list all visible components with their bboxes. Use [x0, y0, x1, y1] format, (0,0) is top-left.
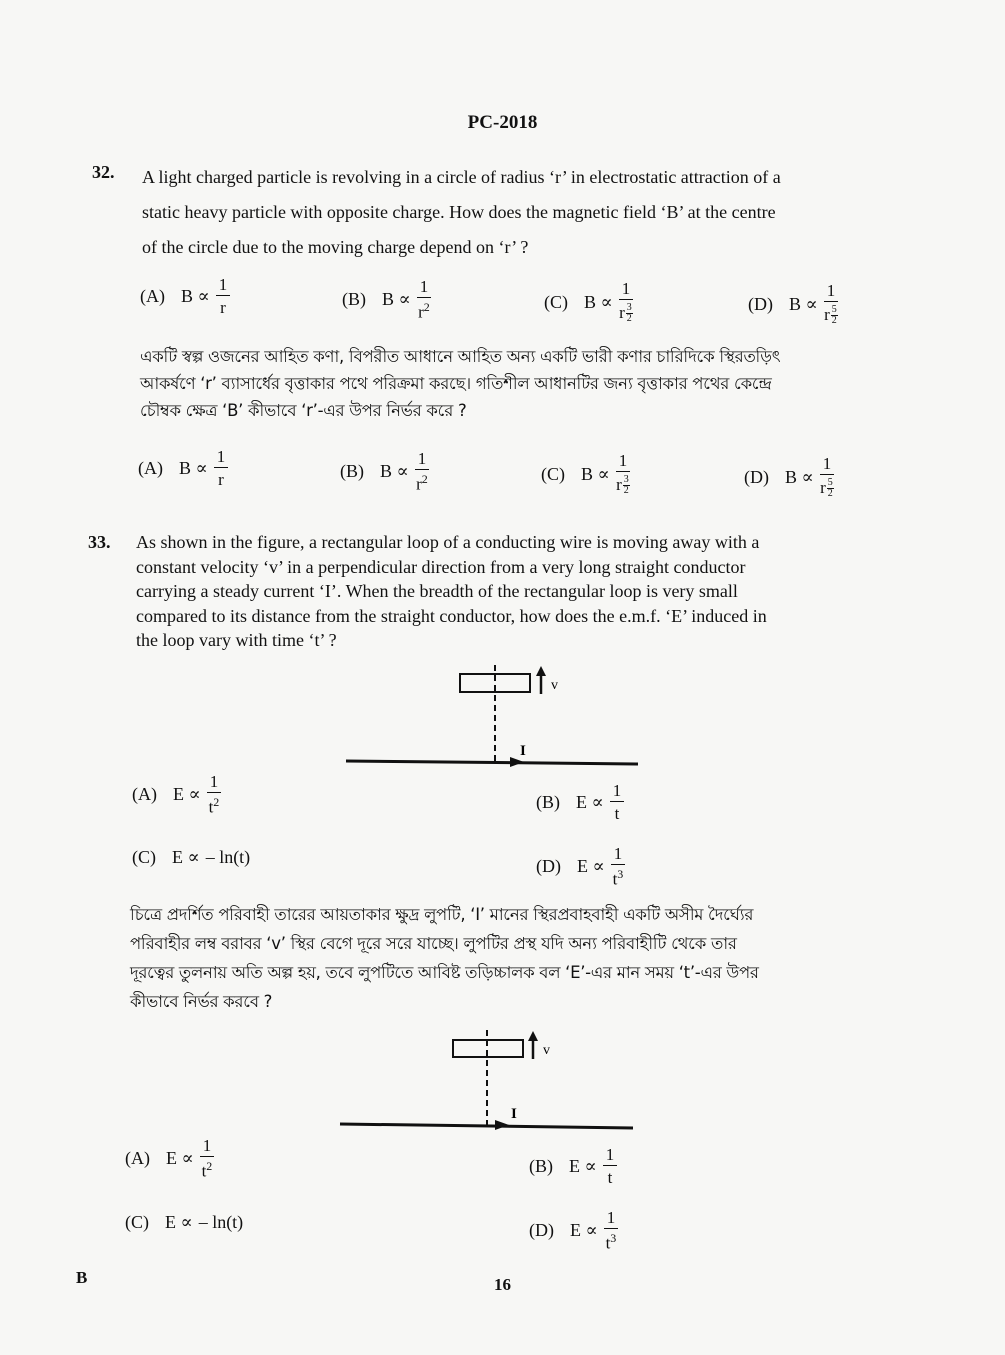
fraction: $\frac{1}{t^2}$	[201, 1136, 213, 1181]
fraction: $\frac{1}{t}$	[610, 782, 625, 822]
question-text-line: চিত্রে প্রদর্শিত পরিবাহী তারের আয়তাকার ক্ষুদ্র লুপটি, ‘I’ মানের স্থিরপ্রবাহবাহী একটি অসীম দৈর্ঘ্যের	[130, 905, 754, 924]
page-number: 16	[494, 1275, 511, 1294]
question-text-line: of the circle due to the moving charge depend on ‘r’ ?	[142, 237, 529, 257]
fraction: $\frac{1}{r^2}$	[418, 277, 430, 322]
fraction: 1 r $\frac{3}{2}$	[616, 451, 629, 496]
q33-en-option-c[interactable]: (C) E ∝ – ln(t)	[132, 847, 251, 867]
fraction: 1 r $\frac{5}{2}$	[824, 281, 837, 326]
question-text-line: পরিবাহীর লম্ব বরাবর ‘v’ স্থির বেগে দূরে সরে যাচ্ছে। লুপটির প্রস্থ যদি অন্য পরিবাহীটি থেকে তার	[130, 934, 737, 953]
loop-wire-figure-bengali	[335, 1025, 645, 1140]
question-text-line: চৌম্বক ক্ষেত্র ‘B’ কীভাবে ‘r’-এর উপর নির্ভর করে ?	[140, 401, 467, 420]
q33-bn-option-d[interactable]: (D) E ∝ $\frac{1}{t^3}$	[529, 1208, 617, 1253]
question-text-line: একটি স্বল্প ওজনের আহিত কণা, বিপরীত আধানে আহিত অন্য একটি ভারী কণার চারিদিকে স্থিরতড়িৎ	[140, 347, 781, 366]
q33-en-option-d[interactable]: (D) E ∝ $\frac{1}{t^3}$	[536, 844, 624, 889]
q32-en-option-d[interactable]: (D) B ∝ 1 r $\frac{5}{2}$	[748, 281, 837, 326]
question-text-line: constant velocity ‘v’ in a perpendicular direction from a very long straight conductor	[136, 556, 746, 577]
fraction: $\frac{1}{t^2}$	[208, 772, 220, 817]
question-text-line: As shown in the figure, a rectangular loop of a conducting wire is moving away with a	[136, 532, 760, 552]
question-33-english	[136, 530, 906, 653]
straight-conductor	[340, 1124, 633, 1128]
q32-bn-option-a[interactable]: (A) B ∝ $\frac{1}{r}$	[138, 448, 228, 488]
current-arrow-icon	[495, 1120, 509, 1130]
loop-wire-figure	[340, 660, 650, 775]
fraction: $\frac{1}{r}$	[216, 276, 231, 316]
q32-bn-option-d[interactable]: (D) B ∝ 1 r $\frac{5}{2}$	[744, 454, 833, 499]
question-text-line: compared to its distance from the straight conductor, how does the e.m.f. ‘E’ induced in	[136, 605, 767, 626]
svg-text:v: v	[551, 678, 558, 693]
q32-en-option-b[interactable]: (B) B ∝ $\frac{1}{r^2}$	[342, 277, 430, 322]
q33-bn-option-c[interactable]: (C) E ∝ – ln(t)	[125, 1212, 244, 1232]
question-32-bengali	[140, 343, 910, 424]
question-text-line: কীভাবে নির্ভর করবে ?	[130, 992, 273, 1011]
fraction: 1 r $\frac{5}{2}$	[820, 454, 833, 499]
q33-en-option-b[interactable]: (B) E ∝ $\frac{1}{t}$	[536, 782, 624, 822]
svg-text:I: I	[511, 1106, 517, 1122]
question-32-english	[142, 160, 912, 265]
question-text-line: দূরত্বের তুলনায় অতি অল্প হয়, তবে লুপটিতে আবিষ্ট তড়িচ্চালক বল ‘E’-এর মান সময় ‘t’-এর উপর	[130, 963, 759, 982]
paper-code: PC-2018	[467, 112, 538, 133]
straight-conductor	[346, 761, 638, 764]
q33-bn-option-b[interactable]: (B) E ∝ $\frac{1}{t}$	[529, 1146, 617, 1186]
fraction: $\frac{1}{t}$	[603, 1146, 618, 1186]
question-text-line: A light charged particle is revolving in a circle of radius ‘r’ in electrostatic attraction of a	[142, 167, 781, 187]
fraction: $\frac{1}{r^2}$	[416, 449, 428, 494]
q32-en-option-c[interactable]: (C) B ∝ 1 r $\frac{3}{2}$	[544, 279, 632, 324]
fraction: 1 r $\frac{3}{2}$	[619, 279, 632, 324]
q32-en-option-a[interactable]: (A) B ∝ $\frac{1}{r}$	[140, 276, 230, 316]
q32-bn-option-b[interactable]: (B) B ∝ $\frac{1}{r^2}$	[340, 449, 428, 494]
fraction: $\frac{1}{r}$	[214, 448, 229, 488]
q33-bn-option-a[interactable]: (A) E ∝ $\frac{1}{t^2}$	[125, 1136, 213, 1181]
question-text-line: the loop vary with time ‘t’ ?	[136, 630, 337, 650]
fraction: $\frac{1}{t^3}$	[612, 844, 624, 889]
question-33-bengali	[130, 900, 905, 1016]
q32-bn-option-c[interactable]: (C) B ∝ 1 r $\frac{3}{2}$	[541, 451, 629, 496]
question-number-32: 32.	[92, 162, 115, 182]
question-text-line: carrying a steady current ‘I’. When the breadth of the rectangular loop is very small	[136, 581, 738, 601]
q33-en-option-a[interactable]: (A) E ∝ $\frac{1}{t^2}$	[132, 772, 220, 817]
question-text-line: static heavy particle with opposite charge. How does the magnetic field ‘B’ at the centre	[142, 202, 776, 222]
fraction: $\frac{1}{t^3}$	[605, 1208, 617, 1253]
booklet-set: B	[76, 1268, 88, 1287]
svg-text:I: I	[520, 743, 526, 759]
svg-text:v: v	[543, 1043, 550, 1058]
question-text-line: আকর্ষণে ‘r’ ব্যাসার্ধের বৃত্তাকার পথে পরিক্রমা করছে। গতিশীল আধানটির জন্য বৃত্তাকার পথের কেন্দ্রে	[140, 374, 772, 393]
question-number-33: 33.	[88, 532, 111, 552]
